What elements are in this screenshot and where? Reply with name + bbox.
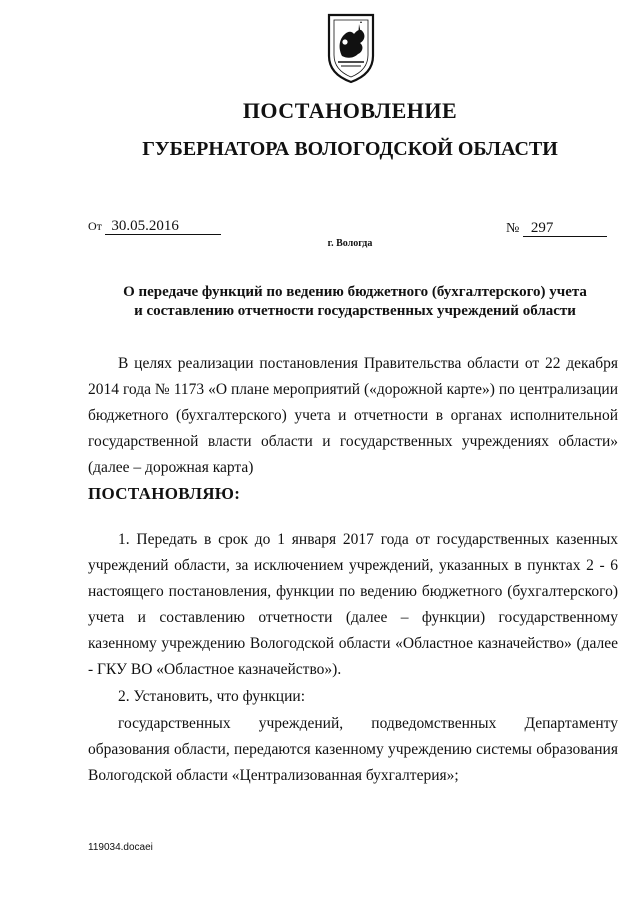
document-subtitle: ГУБЕРНАТОРА ВОЛОГОДСКОЙ ОБЛАСТИ — [142, 138, 558, 160]
footer-file-code: 119034.docaei — [88, 842, 153, 853]
city-label: г. Вологда — [327, 238, 373, 249]
document-number: 297 — [523, 220, 607, 237]
decree-heading: ПОСТАНОВЛЯЮ: — [88, 484, 241, 503]
preamble-paragraph: В целях реализации постановления Правительства области от 22 декабря 2014 года № 1173 «О плане мероприятий («дорожной карте») по централизации бюджетного (бухгалтерского) учета и отчетности в органах исполнительной государственной власти области и государственных учреждениях области» (далее – дорожная карта) — [88, 355, 618, 476]
item-2-paragraph: 2. Установить, что функции: — [118, 688, 305, 705]
date-prefix: От — [88, 219, 102, 233]
subject-line-1: О передаче функций по ведению бюджетного (бухгалтерского) учета — [123, 284, 587, 300]
document-title: ПОСТАНОВЛЕНИЕ — [242, 98, 458, 123]
document-subject — [110, 283, 600, 321]
item-1-paragraph: 1. Передать в срок до 1 января 2017 года от государственных казенных учреждений области, за исключением учреждений, указанных в пунктах 2 - 6 настоящего постановления, функции по ведению бюджетного (бухгалтерского) учета и составлению отчетности (далее – функции) государственному казенному учреждению Вологодской области «Областное казначейство» (далее - ГКУ ВО «Областное казначейство»). — [88, 531, 618, 678]
date-line — [88, 218, 221, 235]
subject-line-2: и составлению отчетности государственных учреждений области — [134, 303, 576, 319]
coat-of-arms-icon — [325, 12, 377, 84]
document-date: 30.05.2016 — [105, 218, 221, 235]
number-prefix: № — [506, 221, 520, 236]
number-line — [506, 220, 607, 237]
item-2-sub-1-paragraph: государственных учреждений, подведомственных Департаменту образования области, передаются казенному учреждению системы образования Вологодской области «Централизованная бухгалтерия»; — [88, 715, 618, 784]
